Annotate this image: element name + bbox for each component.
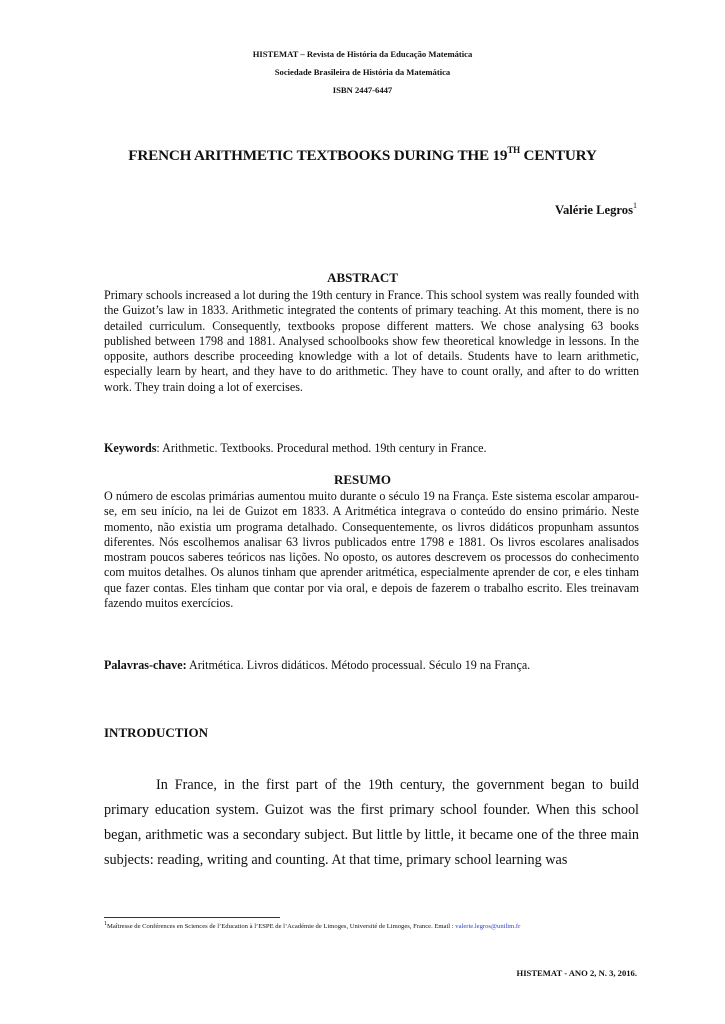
society-name: Sociedade Brasileira de História da Matemática	[274, 67, 451, 77]
footnote-divider	[104, 917, 280, 918]
isbn: ISBN 2447-6447	[332, 85, 393, 95]
abstract-heading: ABSTRACT	[327, 270, 398, 285]
footnote	[104, 922, 644, 931]
author-note-mark: 1	[633, 201, 637, 210]
introduction-text: In France, in the first part of the 19th century, the government began to build primary education system. Guizot was the first primary school founder. When this school began, arithmetic was a secondary subject. But little by little, it became one of the three main subjects: reading, writing and counting. At that time, primary school learning was	[104, 777, 639, 868]
footnote-email-link[interactable]: valerie.legros@unilim.fr	[455, 923, 521, 930]
footnote-text: Maîtresse de Conférences en Sciences de l’Education à l’ESPE de l’Académie de Limoges, Université de Limoges, France. Email :	[107, 923, 456, 930]
palavras-chave	[104, 658, 639, 673]
keywords	[104, 441, 639, 456]
keywords-values: : Arithmetic. Textbooks. Procedural method. 19th century in France.	[156, 441, 487, 455]
keywords-label: Keywords	[104, 441, 157, 455]
title-main: FRENCH ARITHMETIC TEXTBOOKS DURING THE 19	[128, 147, 508, 164]
journal-name: HISTEMAT – Revista de História da Educação Matemática	[252, 49, 473, 59]
resumo-heading: RESUMO	[333, 472, 392, 487]
page-footer: HISTEMAT - ANO 2, N. 3, 2016.	[516, 968, 637, 978]
footnote-mark: 1	[104, 921, 107, 927]
author-name: Valérie Legros	[555, 203, 633, 217]
palavras-chave-label: Palavras-chave:	[104, 658, 187, 672]
palavras-chave-values: Aritmética. Livros didáticos. Método processual. Século 19 na França.	[186, 658, 531, 672]
title-end: CENTURY	[519, 147, 597, 164]
introduction-heading: INTRODUCTION	[104, 725, 209, 740]
paper-title	[0, 147, 725, 165]
author	[555, 203, 637, 218]
resumo-text: O número de escolas primárias aumentou muito durante o século 19 na França. Este sistema escolar amparou-se, em seu início, na lei de Guizot em 1833. A Aritmética integrava o conteúdo do ensino primário. Neste momento, não existia um programa detalhado. Consequentemente, os livros didáticos propunham assuntos diferentes. Nós escolhemos analisar 63 livros publicados entre 1798 e 1881. Os livros escolares analisados mostram poucos saberes teóricos nas lições. No oposto, os autores descrevem os processos do conhecimento com muitos detalhes. Os alunos tinham que aprender aritmética, especialmente aprender de cor, e eles tinham que fazer contas. Eles tinham que contar por via oral, e depois de fazerem o trabalho escrito. Eles treinavam fazendo muitos exercícios.	[104, 489, 639, 611]
title-superscript: TH	[507, 145, 520, 155]
abstract-text: Primary schools increased a lot during the 19th century in France. This school system was really founded with the Guizot’s law in 1833. Arithmetic integrated the contents of primary teaching. At this moment, there is no detailed curriculum. Consequently, textbooks propose different matters. We chose analysing 63 books published between 1798 and 1881. Analysed schoolbooks show few theoretical knowledge in lessons. In the opposite, authors describe proceeding knowledge with a lot of details. Students have to learn arithmetic, especially learn by heart, and they have to do arithmetic. They have to count orally, and after to do written work. They train doing a lot of exercises.	[104, 288, 639, 394]
